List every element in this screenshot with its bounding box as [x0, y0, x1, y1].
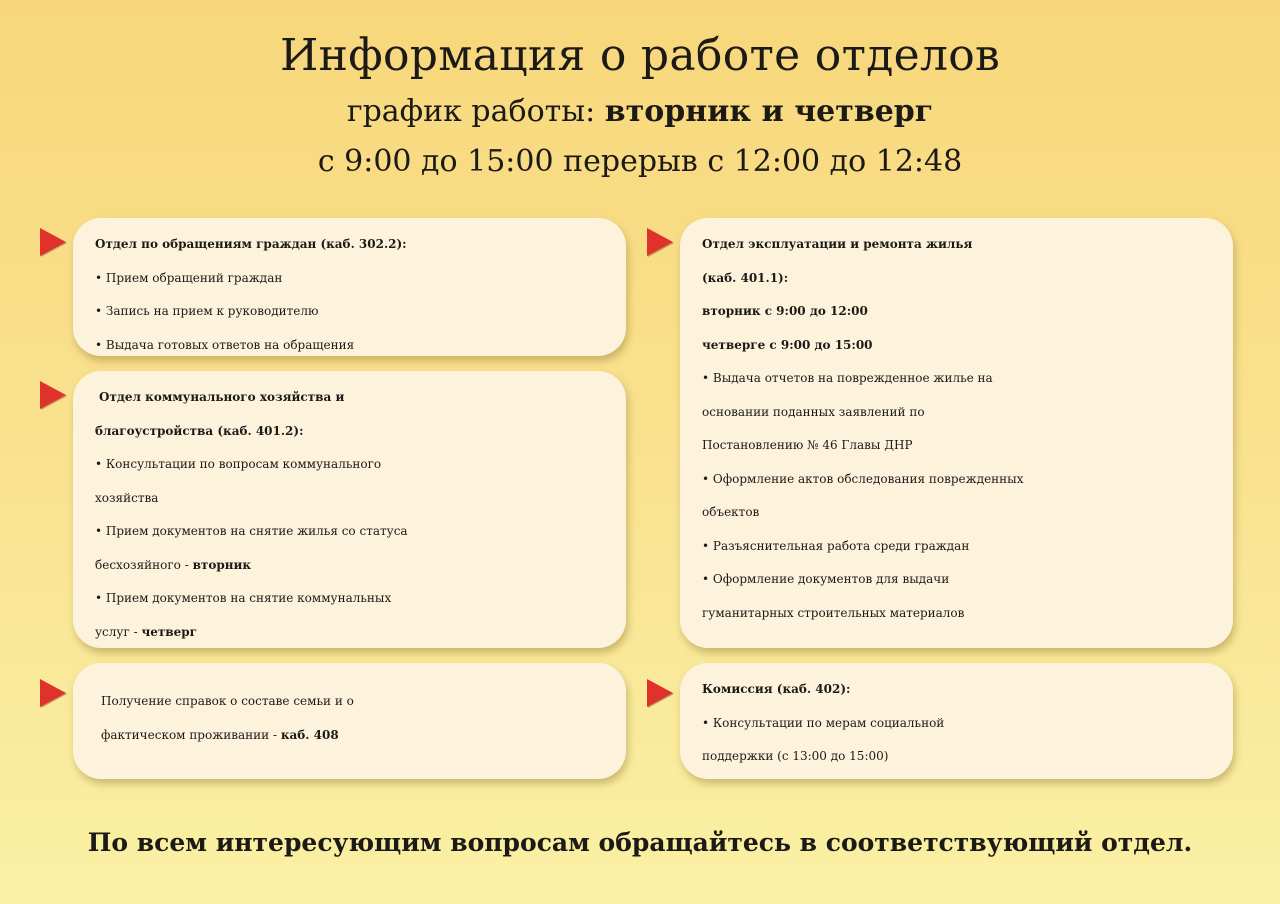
play-arrow-icon [40, 381, 66, 409]
page-title: Информация о работе отделов [279, 30, 1001, 81]
card-title: Комиссия (каб. 402): [702, 682, 851, 696]
play-arrow-icon [647, 679, 673, 707]
list-item-cont: гуманитарных строительных материалов [702, 605, 965, 620]
list-item: • Прием документов на снятие коммунальных [95, 591, 392, 605]
card-citizens-appeals [73, 218, 626, 356]
list-item: • Оформление документов для выдачи [702, 572, 950, 586]
list-item-cont: поддержки (с 13:00 до 15:00) [702, 749, 889, 763]
schedule-prefix: график работы: [346, 94, 596, 129]
schedule-line [0, 94, 1280, 129]
list-item: • Разъяснительная работа среди граждан [702, 538, 970, 553]
list-item: • Консультации по вопросам коммунального [95, 457, 382, 471]
list-item-cont [95, 549, 626, 583]
working-hours: с 9:00 до 15:00 перерыв с 12:00 до 12:48 [317, 144, 963, 179]
play-arrow-icon [40, 228, 66, 256]
list-item-cont: Постановлению № 46 Главы ДНР [702, 438, 913, 452]
list-item-cont: хозяйства [95, 490, 159, 505]
card-title: Отдел коммунального хозяйства и [99, 390, 345, 404]
card-title-cont: (каб. 401.1): [702, 270, 789, 285]
list-item-cont: основании поданных заявлений по [702, 404, 925, 419]
day-label: четверг [141, 624, 198, 639]
list-item: • Запись на прием к руководителю [95, 304, 319, 318]
schedule-days: вторник и четверг [604, 94, 934, 129]
hours-thursday: четверге с 9:00 до 15:00 [702, 337, 873, 352]
list-item: • Выдача готовых ответов на обращения [95, 337, 355, 352]
list-item: • Прием документов на снятие жилья со статуса [95, 524, 408, 538]
list-item-text: услуг - [95, 624, 142, 639]
footer-note: По всем интересующим вопросам обращайтесь в соответствующий отдел. [87, 828, 1193, 857]
card-title: Отдел эксплуатации и ремонта жилья [702, 237, 973, 251]
card-commission [680, 663, 1233, 779]
card-text: Получение справок о составе семьи и о [101, 694, 354, 708]
card-communal-services [73, 371, 626, 648]
room-label: каб. 408 [280, 727, 339, 742]
card-housing-maintenance [680, 218, 1233, 648]
hours-tuesday: вторник с 9:00 до 12:00 [702, 304, 868, 318]
card-text-part: фактическом проживании - [101, 727, 281, 742]
card-text-cont [101, 719, 626, 753]
list-item: • Выдача отчетов на поврежденное жилье на [702, 371, 993, 385]
day-label: вторник [192, 557, 252, 572]
play-arrow-icon [647, 228, 673, 256]
list-item: • Оформление актов обследования поврежденных [702, 471, 1024, 486]
card-title: Отдел по обращениям граждан (каб. 302.2): [95, 237, 407, 251]
list-item: • Прием обращений граждан [95, 270, 283, 285]
card-certificates [73, 663, 626, 779]
list-item-cont [95, 616, 626, 650]
list-item-cont: объектов [702, 505, 760, 519]
list-item: • Консультации по мерам социальной [702, 715, 945, 730]
card-title-cont: благоустройства (каб. 401.2): [95, 423, 304, 438]
play-arrow-icon [40, 679, 66, 707]
list-item-text: бесхозяйного - [95, 557, 193, 572]
